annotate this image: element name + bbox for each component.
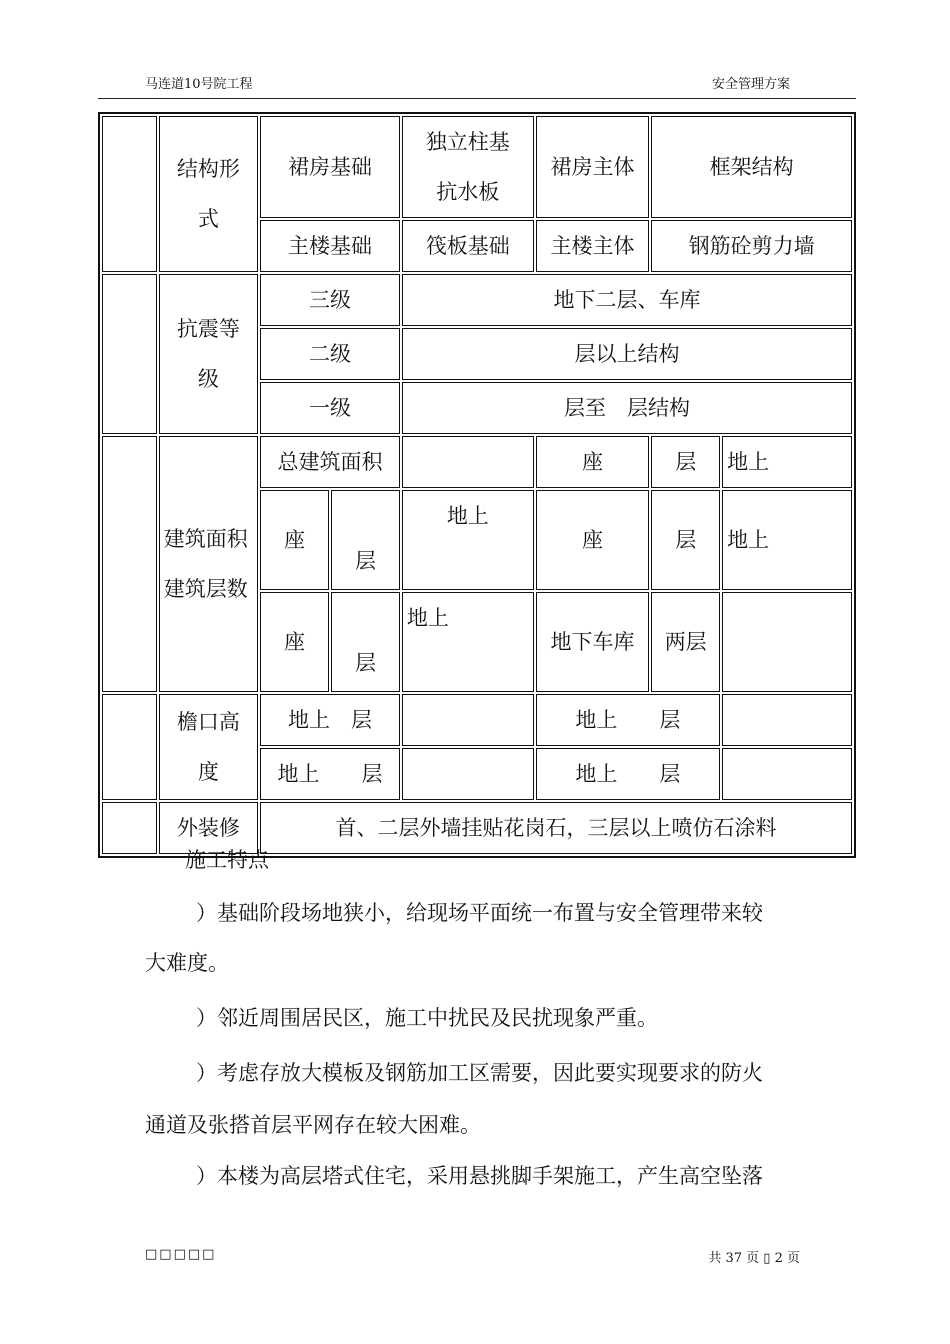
floor-count: 层 [651,436,720,488]
floor-count: 层 [651,490,720,590]
project-info-table [98,112,856,858]
total-area-label: 总建筑面积 [260,436,400,488]
feature-3-line-2: 通道及张搭首层平网存在较大困难。 [145,1113,481,1137]
above-ground: 地上 [722,436,852,488]
seismic-scope: 层以上结构 [402,328,852,380]
seismic-grade: 三级 [260,274,400,326]
above-ground: 地上 [722,490,852,590]
area-label: 建筑面积 [163,527,248,551]
feature-1-line-2: 大难度。 [145,951,229,975]
index-cell [102,116,157,272]
eave-value [722,694,852,746]
tower-foundation-label: 主楼基础 [260,220,400,272]
feature-4-line-1: ）本楼为高层塔式住宅，采用悬挑脚手架施工，产生高空坠落 [196,1164,763,1188]
seismic-grade: 二级 [260,328,400,380]
underground-garage: 地下车库 [536,592,650,692]
seismic-grade: 一级 [260,382,400,434]
index-cell [102,802,157,854]
index-cell [102,274,157,434]
building-count: 座 [260,490,329,590]
feature-2: ）邻近周围居民区，施工中扰民及民扰现象严重。 [196,1006,658,1030]
podium-main-type: 框架结构 [651,116,852,218]
podium-main-label: 裙房主体 [536,116,650,218]
footer-page-count: 共 37 页 ▯ 2 页 [708,1251,800,1266]
eave-label: 檐口高度 [159,694,258,800]
building-count: 座 [260,592,329,692]
facade-value: 首、二层外墙挂贴花岗石，三层以上喷仿石涂料 [260,802,852,854]
eave-cell: 地上 层 [260,748,400,800]
building-count: 座 [536,436,650,488]
above-ground: 地上 [402,592,534,692]
feature-1-line-1: ）基础阶段场地狭小，给现场平面统一布置与安全管理带来较 [196,901,763,925]
tower-main-type: 钢筋砼剪力墙 [651,220,852,272]
eave-cell: 地上 层 [536,748,720,800]
garage-floors: 两层 [651,592,720,692]
above-ground: 地上 [402,490,534,590]
tower-main-label: 主楼主体 [536,220,650,272]
eave-value [722,748,852,800]
feature-3-line-1: ）考虑存放大模板及钢筋加工区需要，因此要实现要求的防火 [196,1061,763,1085]
empty-cell [722,592,852,692]
area-floors-label [159,436,258,692]
podium-foundation-type: 独立柱基 抗水板 [402,116,534,218]
floor-count: 层 [331,592,400,692]
structure-label: 结构形式 [159,116,258,272]
facade-label: 外装修 [159,802,258,854]
eave-value [402,748,534,800]
section-heading: 施工特点 [185,848,269,872]
seismic-scope: 地下二层、车库 [402,274,852,326]
eave-value [402,694,534,746]
footer-left: □□□□□ [145,1247,217,1262]
index-cell [102,436,157,692]
floors-label: 建筑层数 [163,577,248,601]
floor-count: 层 [331,490,400,590]
podium-foundation-label: 裙房基础 [260,116,400,218]
seismic-label: 抗震等级 [159,274,258,434]
building-count: 座 [536,490,650,590]
total-area-value [402,436,534,488]
seismic-scope: 层至 层结构 [402,382,852,434]
header-rule [98,98,856,99]
eave-cell: 地上 层 [536,694,720,746]
header-doc-title: 安全管理方案 [711,77,790,92]
tower-foundation-type: 筏板基础 [402,220,534,272]
eave-cell: 地上 层 [260,694,400,746]
header-project: 马连道10号院工程 [145,77,253,92]
index-cell [102,694,157,800]
